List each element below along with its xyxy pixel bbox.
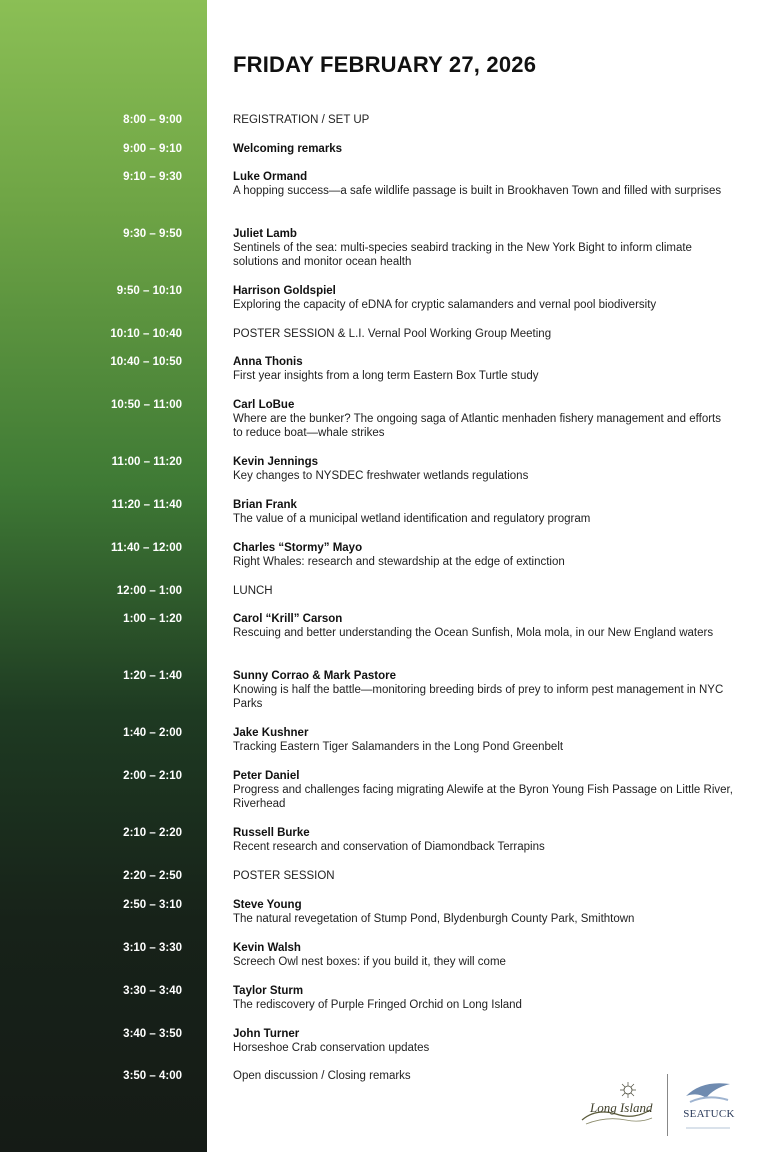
session-entry [233, 498, 733, 526]
speaker-name: Sunny Corrao & Mark Pastore [233, 670, 396, 682]
speaker-name: Anna Thonis [233, 356, 303, 368]
seatuck-logo [678, 1076, 738, 1134]
speaker-name: Harrison Goldspiel [233, 285, 336, 297]
speaker-name: Charles “Stormy” Mayo [233, 542, 363, 554]
speaker-name: Brian Frank [233, 499, 297, 511]
session-entry [233, 1027, 733, 1055]
session-entry [233, 455, 733, 483]
talk-title: The rediscovery of Purple Fringed Orchid on Long Island [233, 999, 522, 1011]
seatuck-wordmark: SEATUCK [683, 1108, 735, 1120]
time-slot: 8:00 – 9:00 [123, 114, 182, 126]
speaker-name: Russell Burke [233, 827, 310, 839]
session-entry [233, 541, 733, 569]
speaker-name: Jake Kushner [233, 727, 309, 739]
session-entry [233, 898, 733, 926]
session-entry [233, 398, 733, 440]
time-slot: 12:00 – 1:00 [116, 585, 182, 597]
speaker-name: Carl LoBue [233, 399, 295, 411]
time-slot: 11:40 – 12:00 [111, 542, 182, 554]
speaker-name: Juliet Lamb [233, 228, 297, 240]
time-slot: 1:20 – 1:40 [123, 670, 182, 682]
session-entry [233, 355, 733, 383]
time-slot: 2:50 – 3:10 [123, 899, 182, 911]
time-slot: 2:00 – 2:10 [123, 770, 182, 782]
time-slot: 1:00 – 1:20 [123, 613, 182, 625]
time-slot: 2:10 – 2:20 [123, 827, 182, 839]
talk-title: The value of a municipal wetland identification and regulatory program [233, 513, 591, 525]
time-slot: 10:50 – 11:00 [111, 399, 182, 411]
session-entry [233, 769, 733, 811]
session-entry [233, 984, 733, 1012]
time-slot: 1:40 – 2:00 [123, 727, 182, 739]
session-entry [233, 669, 733, 711]
talk-title: Recent research and conservation of Diamondback Terrapins [233, 841, 545, 853]
time-slot: 9:10 – 9:30 [123, 171, 182, 183]
speaker-name: Kevin Walsh [233, 942, 301, 954]
talk-title: Where are the bunker? The ongoing saga of Atlantic menhaden fishery management and efforts to reduce boat—whale strikes [233, 413, 721, 439]
session-entry [233, 941, 733, 969]
time-slot: 9:00 – 9:10 [123, 143, 182, 155]
speaker-name: Steve Young [233, 899, 302, 911]
speaker-name: Kevin Jennings [233, 456, 318, 468]
talk-title: Tracking Eastern Tiger Salamanders in the Long Pond Greenbelt [233, 741, 564, 753]
time-slot: 3:50 – 4:00 [123, 1070, 182, 1082]
talk-title: Rescuing and better understanding the Ocean Sunfish, Mola mola, in our New England waters [233, 627, 714, 639]
time-slot: 3:10 – 3:30 [123, 942, 182, 954]
logo-divider [667, 1074, 668, 1136]
session-text: LUNCH [233, 585, 273, 597]
talk-title: Knowing is half the battle—monitoring breeding birds of prey to inform pest management in NYC Parks [233, 684, 724, 710]
session-entry [233, 227, 733, 269]
talk-title: A hopping success—a safe wildlife passage is built in Brookhaven Town and filled with surprises [233, 185, 722, 197]
talk-title: Horseshoe Crab conservation updates [233, 1042, 430, 1054]
session-entry [233, 612, 733, 640]
time-slot: 2:20 – 2:50 [123, 870, 182, 882]
talk-title: Exploring the capacity of eDNA for cryptic salamanders and vernal pool biodiversity [233, 299, 657, 311]
session-text: Welcoming remarks [233, 143, 343, 155]
time-slot: 3:30 – 3:40 [123, 985, 182, 997]
time-slot: 10:10 – 10:40 [110, 328, 182, 340]
long-island-logo [576, 1080, 656, 1130]
speaker-name: Taylor Sturm [233, 985, 304, 997]
sponsor-logos [572, 1072, 742, 1138]
talk-title: The natural revegetation of Stump Pond, Blydenburgh County Park, Smithtown [233, 913, 635, 925]
page-title: FRIDAY FEBRUARY 27, 2026 [233, 52, 537, 77]
speaker-name: Peter Daniel [233, 770, 300, 782]
time-slot: 9:30 – 9:50 [123, 228, 182, 240]
speaker-name: Carol “Krill” Carson [233, 613, 343, 625]
talk-title: Screech Owl nest boxes: if you build it, they will come [233, 956, 506, 968]
time-slot: 3:40 – 3:50 [123, 1028, 182, 1040]
time-slot: 11:20 – 11:40 [111, 499, 182, 511]
session-text: REGISTRATION / SET UP [233, 114, 370, 126]
session-text: POSTER SESSION [233, 870, 335, 882]
talk-title: Sentinels of the sea: multi-species seabird tracking in the New York Bight to inform climate solutions and monitor ocean health [233, 242, 692, 268]
session-entry [233, 170, 733, 198]
session-text: POSTER SESSION & L.I. Vernal Pool Working Group Meeting [233, 328, 552, 340]
session-entry [233, 284, 733, 312]
time-slot: 11:00 – 11:20 [111, 456, 182, 468]
talk-title: Right Whales: research and stewardship at the edge of extinction [233, 556, 565, 568]
session-entry [233, 826, 733, 854]
session-text: Open discussion / Closing remarks [233, 1070, 411, 1082]
svg-text:Long Island: Long Island [590, 1100, 653, 1115]
talk-title: Progress and challenges facing migrating Alewife at the Byron Young Fish Passage on Little River, Riverhead [233, 784, 733, 810]
speaker-name: Luke Ormand [233, 171, 308, 183]
talk-title: First year insights from a long term Eastern Box Turtle study [233, 370, 539, 382]
speaker-name: John Turner [233, 1028, 300, 1040]
time-slot: 10:40 – 10:50 [110, 356, 182, 368]
talk-title: Key changes to NYSDEC freshwater wetlands regulations [233, 470, 529, 482]
time-slot: 9:50 – 10:10 [116, 285, 182, 297]
session-entry [233, 726, 733, 754]
